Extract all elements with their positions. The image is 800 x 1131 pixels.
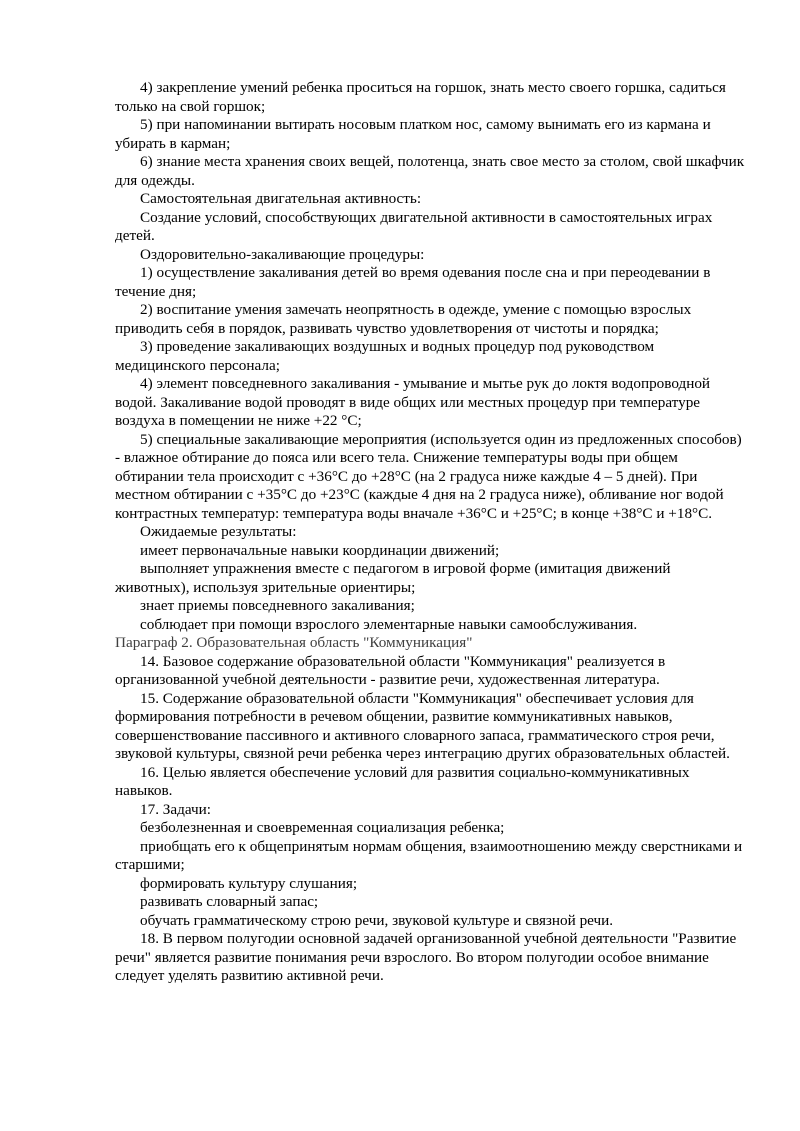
paragraph-16: соблюдает при помощи взрослого элементарные навыки самообслуживания. [140, 615, 638, 633]
paragraph-26: 18. В первом полугодии основной задачей организованной учебной деятельности "Развитие речи" является развитие понимания речи взрослого. Во втором полугодии особое внимание следует уделять развитию активной речи. [115, 930, 737, 984]
paragraph-18: 15. Содержание образовательной области "Коммуникация" обеспечивает условия для формирования потребности в речевом общении, развитие коммуникативных навыков, совершенствование пассивного и активного словарного запаса, грамматического строя речи, звуковой культуры, связной речи ребенка через интеграцию других образовательных областей. [115, 689, 730, 762]
document-page [115, 79, 747, 986]
paragraph-11: 5) специальные закаливающие мероприятия (используется один из предложенных способов) - влажное обтирание до пояса или всего тела. Снижение температуры воды при общем обтирании тела происходит с +36°С до +28°С (на 2 градуса ниже каждые 4 – 5 дней). При местном обтирании с +35°С до +23°С (каждые 4 дня на 2 градуса ниже), обливание ног водой контрастных температур: температура воды вначале +36°С и +25°С; в конце +38°С и +18°С. [115, 430, 742, 522]
paragraph-21: безболезненная и своевременная социализация ребенка; [140, 819, 505, 836]
paragraph-10: 4) элемент повседневного закаливания - умывание и мытье рук до локтя водопроводной водой. Закаливание водой проводят в виде общих или местных процедур при температуре воздуха в помещении не ниже +22 °С; [115, 375, 711, 429]
paragraph-24: развивать словарный запас; [140, 893, 319, 910]
paragraph-23: формировать культуру слушания; [140, 874, 358, 892]
paragraph-5: Создание условий, способствующих двигательной активности в самостоятельных играх детей. [115, 208, 713, 244]
paragraph-14: выполняет упражнения вместе с педагогом в игровой форме (имитация движений животных), используя зрительные ориентиры; [115, 560, 671, 596]
paragraph-8: 2) воспитание умения замечать неопрятность в одежде, умение с помощью взрослых приводить себя в порядок, развивать чувство удовлетворения от чистоты и порядка; [115, 301, 692, 337]
paragraph-19: 16. Целью является обеспечение условий для развития социально-коммуникативных навыков. [115, 763, 690, 799]
paragraph-9: 3) проведение закаливающих воздушных и водных процедур под руководством медицинского персонала; [115, 338, 655, 374]
paragraph-1: 4) закрепление умений ребенка проситься на горшок, знать место своего горшка, садиться только на свой горшок; [115, 79, 726, 115]
paragraph-17: 14. Базовое содержание образовательной области "Коммуникация" реализуется в организованной учебной деятельности - развитие речи, художественная литература. [115, 652, 666, 688]
paragraph-3: 6) знание места хранения своих вещей, полотенца, знать свое место за столом, свой шкафчик для одежды. [115, 153, 745, 189]
paragraph-2: 5) при напоминании вытирать носовым платком нос, самому вынимать его из кармана и убирать в карман; [115, 116, 711, 152]
paragraph-7: 1) осуществление закаливания детей во время одевания после сна и при переодевании в течение дня; [115, 264, 711, 300]
paragraph-15: знает приемы повседневного закаливания; [140, 597, 415, 614]
paragraph-22: приобщать его к общепринятым нормам общения, взаимоотношению между сверстниками и старшими; [115, 837, 743, 873]
paragraph-4: Самостоятельная двигательная активность: [140, 190, 422, 207]
paragraph-13: имеет первоначальные навыки координации движений; [140, 541, 500, 559]
paragraph-12: Ожидаемые результаты: [140, 523, 297, 540]
paragraph-20: 17. Задачи: [140, 800, 211, 818]
paragraph-25: обучать грамматическому строю речи, звуковой культуре и связной речи. [140, 911, 614, 929]
paragraph-6: Оздоровительно-закаливающие процедуры: [140, 245, 425, 263]
section-heading: Параграф 2. Образовательная область "Коммуникация" [115, 634, 473, 651]
